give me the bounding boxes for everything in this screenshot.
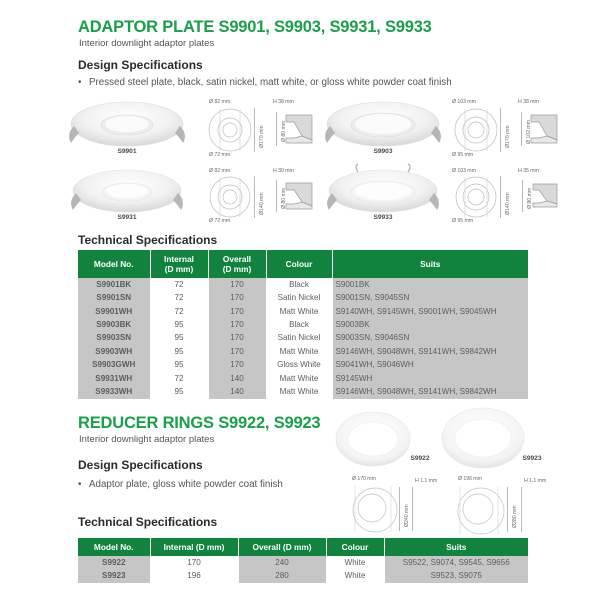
dim-height-s9933: H 35 mm bbox=[518, 168, 539, 174]
dim-height-s9901: H 38 mm bbox=[273, 99, 294, 105]
dim-line-outer-s9903 bbox=[500, 108, 501, 152]
cell-internal: 196 bbox=[150, 570, 238, 583]
cell-colour: Gloss White bbox=[266, 359, 332, 372]
table-row bbox=[78, 386, 528, 399]
table-header-row-reducer bbox=[78, 538, 528, 556]
product-label-s9923: S9923 bbox=[522, 455, 542, 462]
dim-line-outer-s9931 bbox=[254, 176, 255, 218]
section-title-reducer-rings: REDUCER RINGS S9922, S9923 bbox=[78, 414, 321, 432]
dim-outer-s9923: Ø280 mm bbox=[512, 505, 518, 528]
dim-inner-s9901: Ø 72 mm bbox=[209, 152, 231, 158]
plate-section-top-s9931 bbox=[203, 176, 257, 218]
product-label-s9922: S9922 bbox=[410, 455, 430, 462]
cell-colour: Matt White bbox=[266, 345, 332, 358]
cell-suits: S9146WH, S9048WH, S9141WH, S9842WH bbox=[332, 386, 528, 399]
cell-suits: S9140WH, S9145WH, S9001WH, S9045WH bbox=[332, 305, 528, 318]
dim-top-s9933: Ø 103 mm bbox=[452, 168, 476, 174]
col-header-internal: Internal (D mm) bbox=[150, 250, 208, 278]
cell-internal: 72 bbox=[150, 305, 208, 318]
cell-model-no: S9903SN bbox=[78, 332, 150, 345]
dim-line-depth-s9903 bbox=[521, 112, 522, 146]
col-header-model-no: Model No. bbox=[78, 250, 150, 278]
cell-overall: 170 bbox=[208, 278, 266, 291]
cell-colour: Satin Nickel bbox=[266, 292, 332, 305]
table-row bbox=[78, 305, 528, 318]
dim-line-height-s9923 bbox=[521, 487, 522, 532]
cell-suits: S9522, S9074, S9545, S9656 bbox=[384, 556, 528, 569]
plate-section-top-s9933 bbox=[449, 176, 503, 218]
col-header-overall-reducer: Overall (D mm) bbox=[238, 538, 326, 556]
dim-inner-s9931: Ø 72 mm bbox=[209, 218, 231, 224]
dim-top-s9923: Ø 196 mm bbox=[458, 476, 482, 482]
dim-depth-s9933: Ø 80 mm bbox=[527, 187, 533, 209]
cell-colour: Black bbox=[266, 278, 332, 291]
cell-internal: 95 bbox=[150, 332, 208, 345]
section-subtitle-reducer-rings: Interior downlight adaptor plates bbox=[79, 434, 215, 445]
table-row bbox=[78, 570, 528, 583]
dim-line-depth-s9933 bbox=[522, 180, 523, 212]
table-row bbox=[78, 278, 528, 291]
dim-outer-s9903: Ø170 mm bbox=[505, 125, 511, 148]
dim-height-s9922: H 1.1 mm bbox=[415, 478, 438, 484]
dim-outer-s9931: Ø140 mm bbox=[259, 192, 265, 215]
dim-height-s9923: H 1.1 mm bbox=[524, 478, 547, 484]
dim-line-outer-s9923 bbox=[507, 487, 508, 532]
cell-internal: 95 bbox=[150, 345, 208, 358]
plate-section-top-s9901 bbox=[203, 108, 257, 152]
col-header-colour-reducer: Colour bbox=[326, 538, 384, 556]
cell-overall: 170 bbox=[208, 345, 266, 358]
table-row bbox=[78, 292, 528, 305]
cell-overall: 170 bbox=[208, 292, 266, 305]
col-header-suits: Suits bbox=[332, 250, 528, 278]
ring-section-s9922 bbox=[347, 486, 403, 532]
cell-model-no: S9903GWH bbox=[78, 359, 150, 372]
table-row bbox=[78, 319, 528, 332]
dim-top-s9922: Ø 170 mm bbox=[352, 476, 376, 482]
cell-overall: 170 bbox=[208, 319, 266, 332]
cell-internal: 72 bbox=[150, 372, 208, 385]
plate-section-side-s9903 bbox=[517, 110, 561, 150]
dim-height-s9903: H 38 mm bbox=[518, 99, 539, 105]
dim-line-outer-s9933 bbox=[500, 176, 501, 218]
cell-colour: Matt White bbox=[266, 372, 332, 385]
plate-section-side-s9931 bbox=[272, 178, 316, 216]
cell-model-no: S9901WH bbox=[78, 305, 150, 318]
table-header-row bbox=[78, 250, 528, 278]
cell-internal: 72 bbox=[150, 292, 208, 305]
cell-model-no: S9901BK bbox=[78, 278, 150, 291]
table-row bbox=[78, 556, 528, 569]
dim-top-s9903: Ø 103 mm bbox=[452, 99, 476, 105]
cell-colour: Black bbox=[266, 319, 332, 332]
dim-outer-s9901: Ø170 mm bbox=[259, 125, 265, 148]
table-adaptor-specifications bbox=[78, 250, 528, 399]
cell-colour: Matt White bbox=[266, 386, 332, 399]
design-bullet-adaptor-text: Pressed steel plate, black, satin nickel, matt white, or gloss white powder coat finish bbox=[89, 77, 452, 88]
cell-model-no: S9922 bbox=[78, 556, 150, 569]
bullet-dot-icon-2: • bbox=[78, 479, 82, 490]
dim-line-outer-s9922 bbox=[399, 487, 400, 531]
dim-depth-s9901: Ø 80 mm bbox=[281, 120, 287, 142]
dim-line-depth-s9901 bbox=[276, 112, 277, 146]
dim-outer-s9933: Ø140 mm bbox=[505, 192, 511, 215]
cell-overall: 170 bbox=[208, 359, 266, 372]
design-bullet-reducer bbox=[78, 479, 283, 490]
plate-section-side-s9901 bbox=[272, 110, 316, 150]
dim-line-height-s9922 bbox=[412, 487, 413, 531]
table-reducer-body bbox=[78, 556, 528, 583]
cell-suits: S9001BK bbox=[332, 278, 528, 291]
plate-section-side-s9933 bbox=[519, 178, 561, 216]
cell-internal: 72 bbox=[150, 278, 208, 291]
plate-section-top-s9903 bbox=[449, 108, 503, 152]
table-row bbox=[78, 345, 528, 358]
technical-specifications-heading-adaptor: Technical Specifications bbox=[78, 233, 218, 247]
col-header-internal-reducer: Internal (D mm) bbox=[150, 538, 238, 556]
design-specifications-heading-adaptor: Design Specifications bbox=[78, 58, 203, 72]
product-label-s9901: S9901 bbox=[117, 148, 137, 155]
table-row bbox=[78, 359, 528, 372]
cell-model-no: S9903BK bbox=[78, 319, 150, 332]
cell-model-no: S9903WH bbox=[78, 345, 150, 358]
col-header-overall: Overall (D mm) bbox=[208, 250, 266, 278]
table-reducer-specifications bbox=[78, 538, 528, 583]
cell-suits: S9001SN, S9045SN bbox=[332, 292, 528, 305]
technical-specifications-heading-reducer: Technical Specifications bbox=[78, 515, 218, 529]
cell-colour: White bbox=[326, 570, 384, 583]
table-adaptor-body bbox=[78, 278, 528, 399]
dim-height-s9931: H 30 mm bbox=[273, 168, 294, 174]
cell-model-no: S9933WH bbox=[78, 386, 150, 399]
dim-depth-s9931: Ø 80 mm bbox=[281, 187, 287, 209]
cell-overall: 140 bbox=[208, 372, 266, 385]
cell-suits: S9041WH, S9046WH bbox=[332, 359, 528, 372]
cell-internal: 170 bbox=[150, 556, 238, 569]
dim-inner-s9933: Ø 95 mm bbox=[452, 218, 474, 224]
design-specifications-heading-reducer: Design Specifications bbox=[78, 458, 203, 472]
table-row bbox=[78, 372, 528, 385]
col-header-colour: Colour bbox=[266, 250, 332, 278]
bullet-dot-icon: • bbox=[78, 77, 82, 88]
cell-suits: S9145WH bbox=[332, 372, 528, 385]
cell-colour: White bbox=[326, 556, 384, 569]
section-title-adaptor-plate: ADAPTOR PLATE S9901, S9903, S9931, S9933 bbox=[78, 18, 432, 36]
cell-internal: 95 bbox=[150, 386, 208, 399]
dim-depth-s9903: Ø 102 mm bbox=[526, 120, 532, 144]
cell-suits: S9003SN, S9046SN bbox=[332, 332, 528, 345]
table-row bbox=[78, 332, 528, 345]
dim-outer-s9922: Ø240 mm bbox=[404, 504, 410, 527]
col-header-model-no-reducer: Model No. bbox=[78, 538, 150, 556]
product-label-s9903: S9903 bbox=[373, 148, 393, 155]
cell-overall: 170 bbox=[208, 305, 266, 318]
dim-line-outer-s9901 bbox=[254, 108, 255, 152]
cell-model-no: S9923 bbox=[78, 570, 150, 583]
design-bullet-reducer-text: Adaptor plate, gloss white powder coat finish bbox=[89, 479, 283, 490]
section-subtitle-adaptor-plate: Interior downlight adaptor plates bbox=[79, 38, 215, 49]
product-label-s9933: S9933 bbox=[373, 214, 393, 221]
cell-internal: 95 bbox=[150, 359, 208, 372]
dim-top-s9901: Ø 82 mm bbox=[209, 99, 231, 105]
cell-suits: S9003BK bbox=[332, 319, 528, 332]
cell-suits: S9146WH, S9048WH, S9141WH, S9842WH bbox=[332, 345, 528, 358]
dim-inner-s9903: Ø 95 mm bbox=[452, 152, 474, 158]
cell-overall: 140 bbox=[208, 386, 266, 399]
cell-model-no: S9931WH bbox=[78, 372, 150, 385]
cell-colour: Satin Nickel bbox=[266, 332, 332, 345]
cell-overall: 280 bbox=[238, 570, 326, 583]
cell-internal: 95 bbox=[150, 319, 208, 332]
dim-top-s9931: Ø 82 mm bbox=[209, 168, 231, 174]
design-bullet-adaptor bbox=[78, 77, 452, 88]
cell-colour: Matt White bbox=[266, 305, 332, 318]
cell-overall: 170 bbox=[208, 332, 266, 345]
dim-line-depth-s9931 bbox=[276, 180, 277, 212]
cell-suits: S9523, S9075 bbox=[384, 570, 528, 583]
cell-model-no: S9901SN bbox=[78, 292, 150, 305]
ring-section-s9923 bbox=[452, 486, 510, 534]
product-label-s9931: S9931 bbox=[117, 214, 137, 221]
col-header-suits-reducer: Suits bbox=[384, 538, 528, 556]
cell-overall: 240 bbox=[238, 556, 326, 569]
